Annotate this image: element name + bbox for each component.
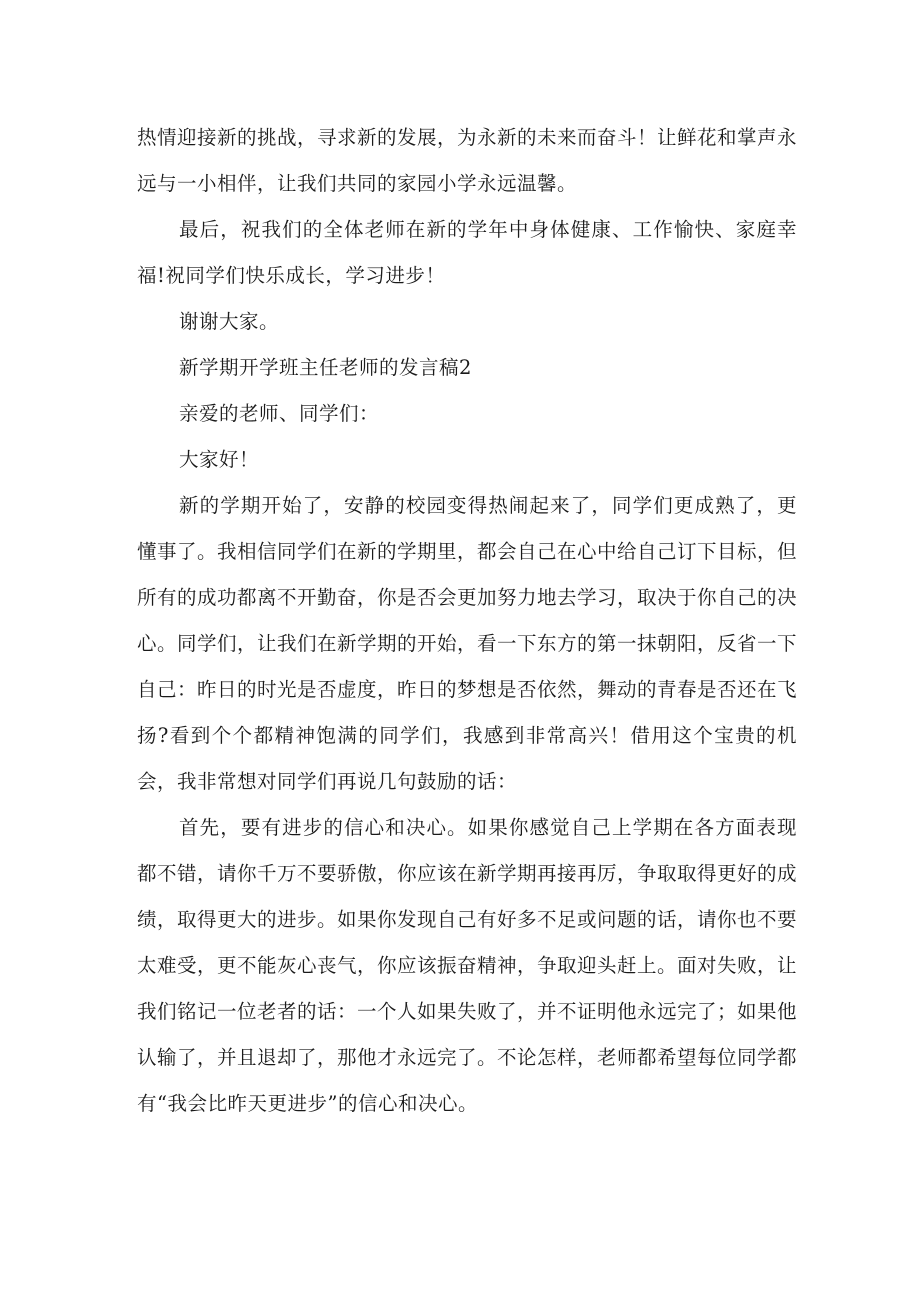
section-title: 新学期开学班主任老师的发言稿2 [179,356,472,379]
document-page [137,115,797,1127]
paragraph-thanks: 谢谢大家。 [179,310,280,333]
paragraph-confidence: 首先，要有进步的信心和决心。如果你感觉自己上学期在各方面表现都不错，请你千万不要骄傲，你应该在新学期再接再厉，争取取得更好的成绩，取得更大的进步。如果你发现自己有好多不足或问题的话，请你也不要太难受，更不能灰心丧气，你应该振奋精神，争取迎头赶上。面对失败，让我们铭记一位老者的话：一个人如果失败了，并不证明他永远完了；如果他认输了，并且退却了，那他才永远完了。不论怎样，老师都希望每位同学都有“我会比昨天更进步”的信心和决心。 [137,816,798,1115]
greeting: 大家好！ [179,448,260,471]
paragraph-wishes: 最后，祝我们的全体老师在新的学年中身体健康、工作愉快、家庭幸福!祝同学们快乐成长，学习进步！ [137,218,797,287]
paragraph-closing-challenge: 热情迎接新的挑战，寻求新的发展，为永新的未来而奋斗！让鲜花和掌声永远与一小相伴，让我们共同的家园小学永远温馨。 [137,126,798,195]
paragraph-new-semester: 新的学期开始了，安静的校园变得热闹起来了，同学们更成熟了，更懂事了。我相信同学们在新的学期里，都会自己在心中给自己订下目标，但所有的成功都离不开勤奋，你是否会更加努力地去学习，取决于你自己的决心。同学们，让我们在新学期的开始，看一下东方的第一抹朝阳，反省一下自己：昨日的时光是否虚度，昨日的梦想是否依然，舞动的青春是否还在飞扬?看到个个都精神饱满的同学们，我感到非常高兴！借用这个宝贵的机会，我非常想对同学们再说几句鼓励的话： [137,494,798,793]
salutation: 亲爱的老师、同学们： [179,402,380,425]
